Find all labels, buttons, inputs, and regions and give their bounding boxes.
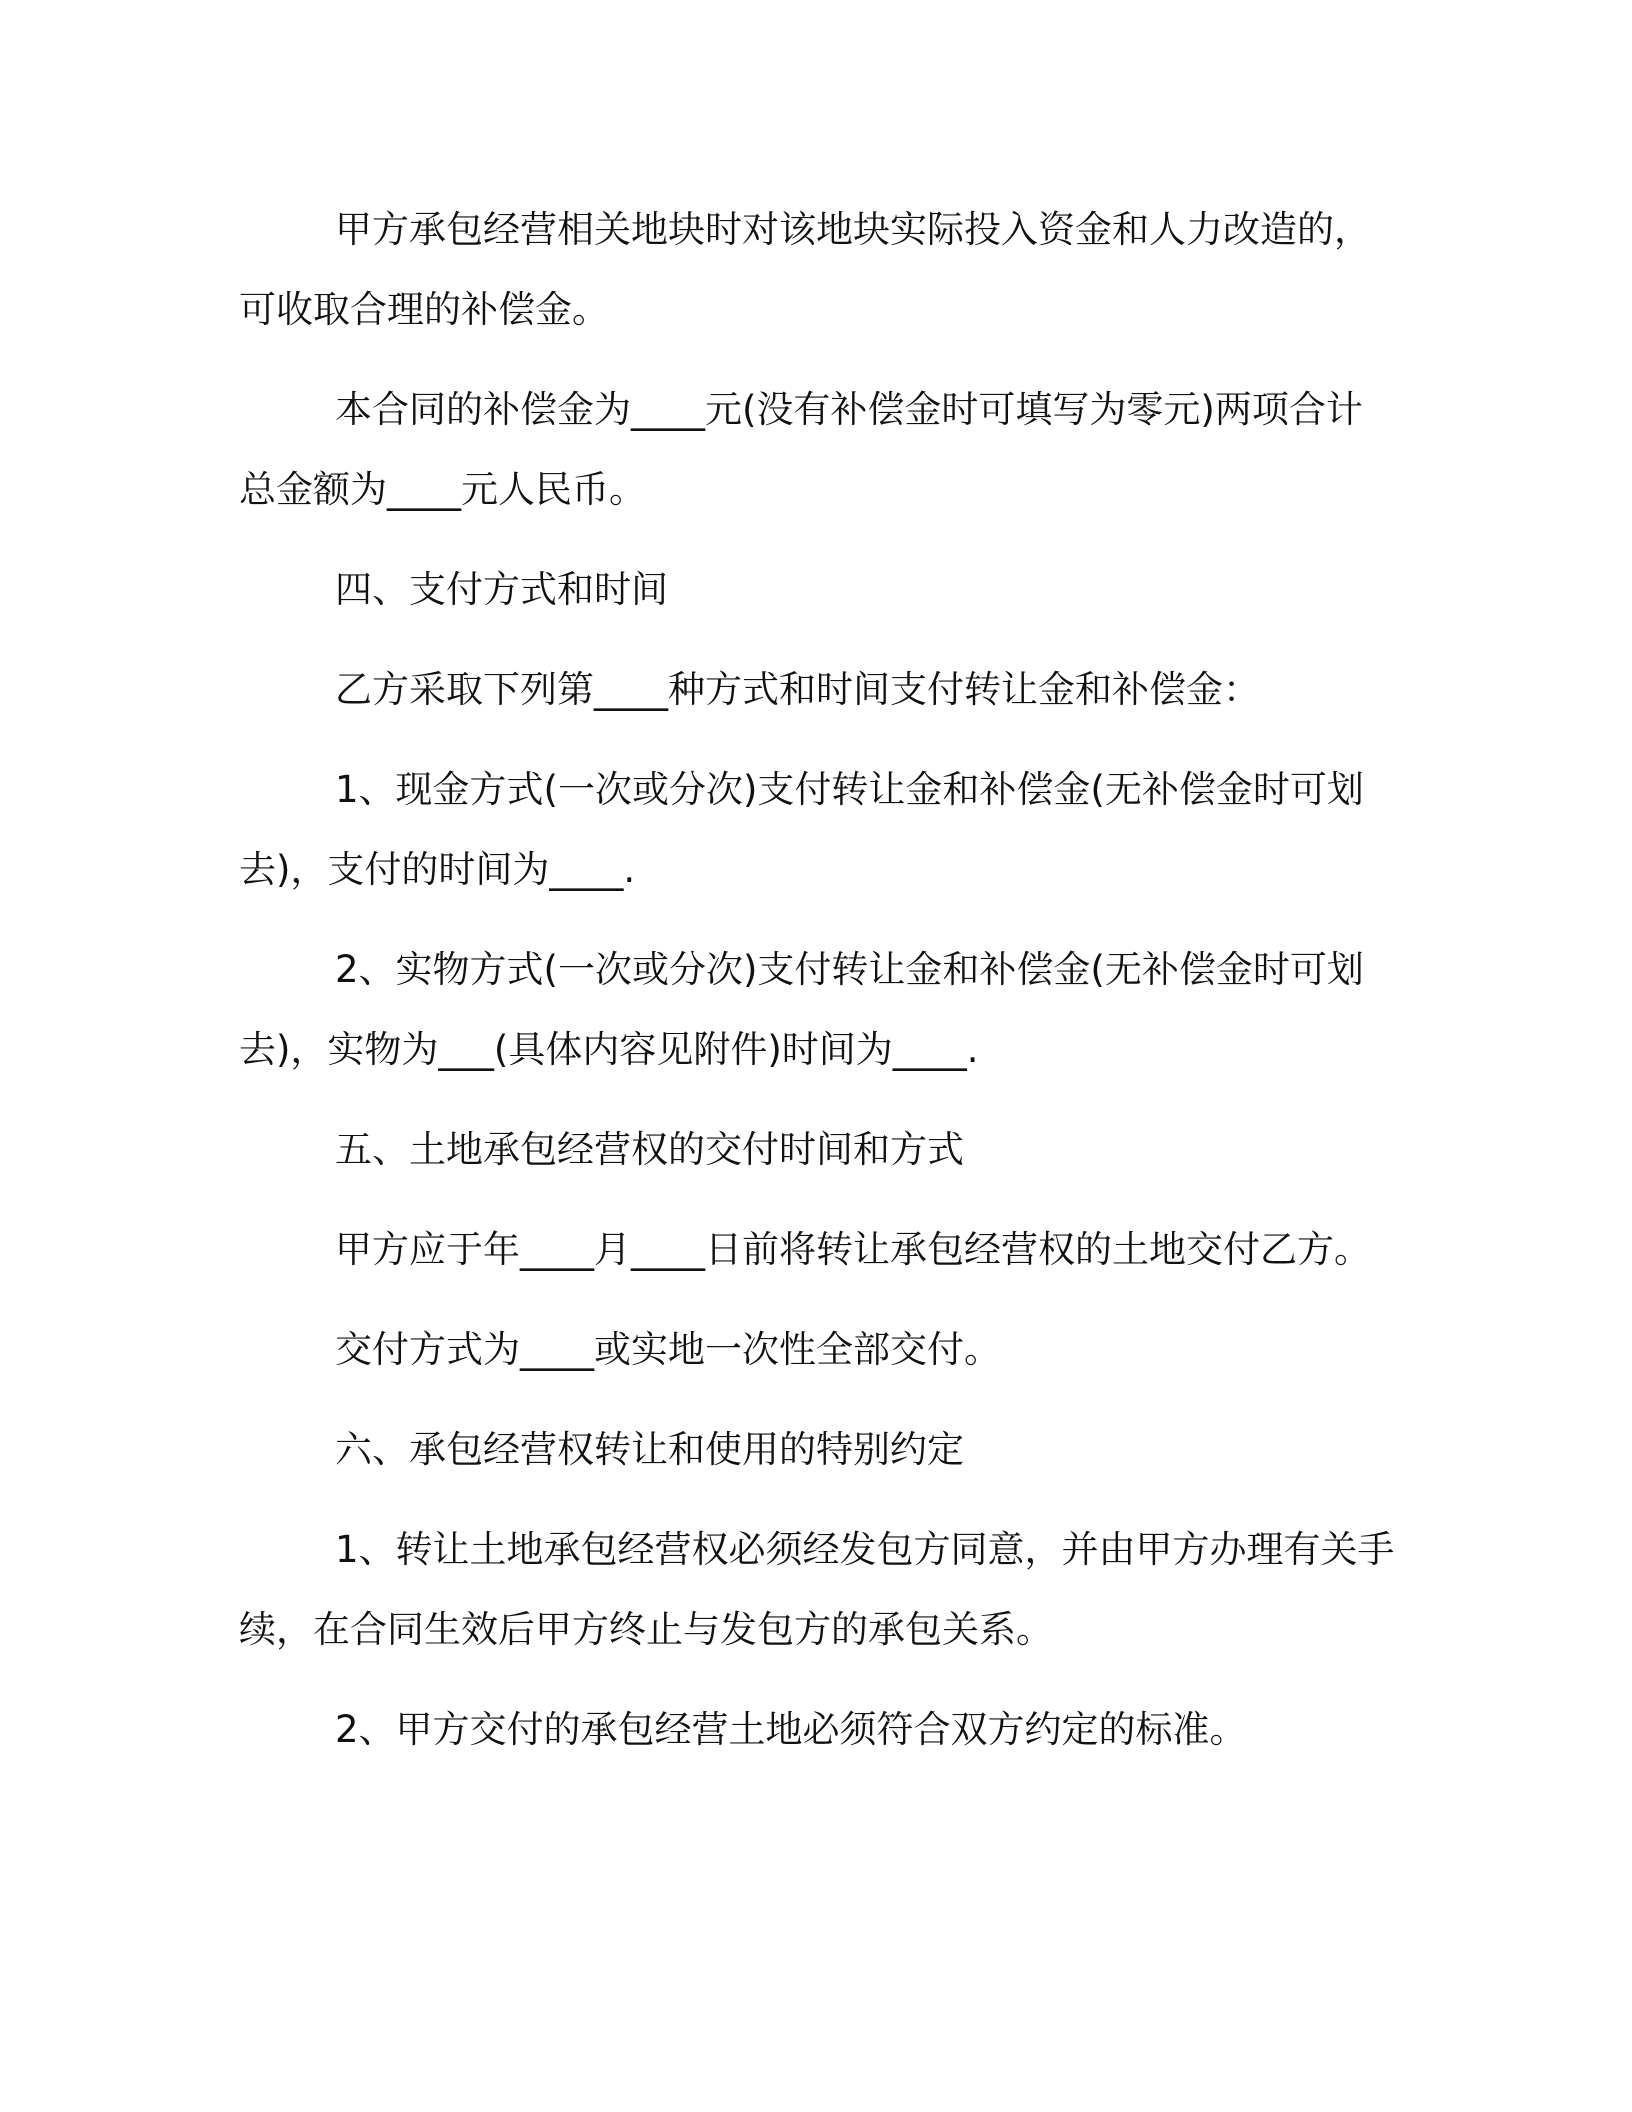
paragraph-cash-payment: 1、现金方式(一次或分次)支付转让金和补偿金(无补偿金时可划去)，支付的时间为____. [239, 768, 1364, 891]
section-heading-special-terms: 六、承包经营权转让和使用的特别约定 [335, 1428, 964, 1471]
paragraph-special-term-1: 1、转让土地承包经营权必须经发包方同意，并由甲方办理有关手续，在合同生效后甲方终止与发包方的承包关系。 [239, 1528, 1395, 1651]
section-heading-delivery: 五、土地承包经营权的交付时间和方式 [335, 1128, 964, 1171]
paragraph-compensation-amount: 本合同的补偿金为____元(没有补偿金时可填写为零元)两项合计总金额为____元人民币。 [239, 388, 1363, 511]
paragraph-delivery-date: 甲方应于年____月____日前将转让承包经营权的土地交付乙方。 [335, 1228, 1371, 1271]
paragraph-compensation-basis: 甲方承包经营相关地块时对该地块实际投入资金和人力改造的，可收取合理的补偿金。 [239, 208, 1371, 331]
paragraph-special-term-2: 2、甲方交付的承包经营土地必须符合双方约定的标准。 [335, 1708, 1247, 1751]
document-body [239, 190, 1399, 1790]
section-heading-payment: 四、支付方式和时间 [335, 568, 668, 611]
paragraph-delivery-method: 交付方式为____或实地一次性全部交付。 [335, 1328, 1001, 1371]
paragraph-payment-method-choice: 乙方采取下列第____种方式和时间支付转让金和补偿金： [335, 668, 1260, 711]
paragraph-in-kind-payment: 2、实物方式(一次或分次)支付转让金和补偿金(无补偿金时可划去)，实物为___(具体内容见附件)时间为____. [239, 948, 1364, 1071]
